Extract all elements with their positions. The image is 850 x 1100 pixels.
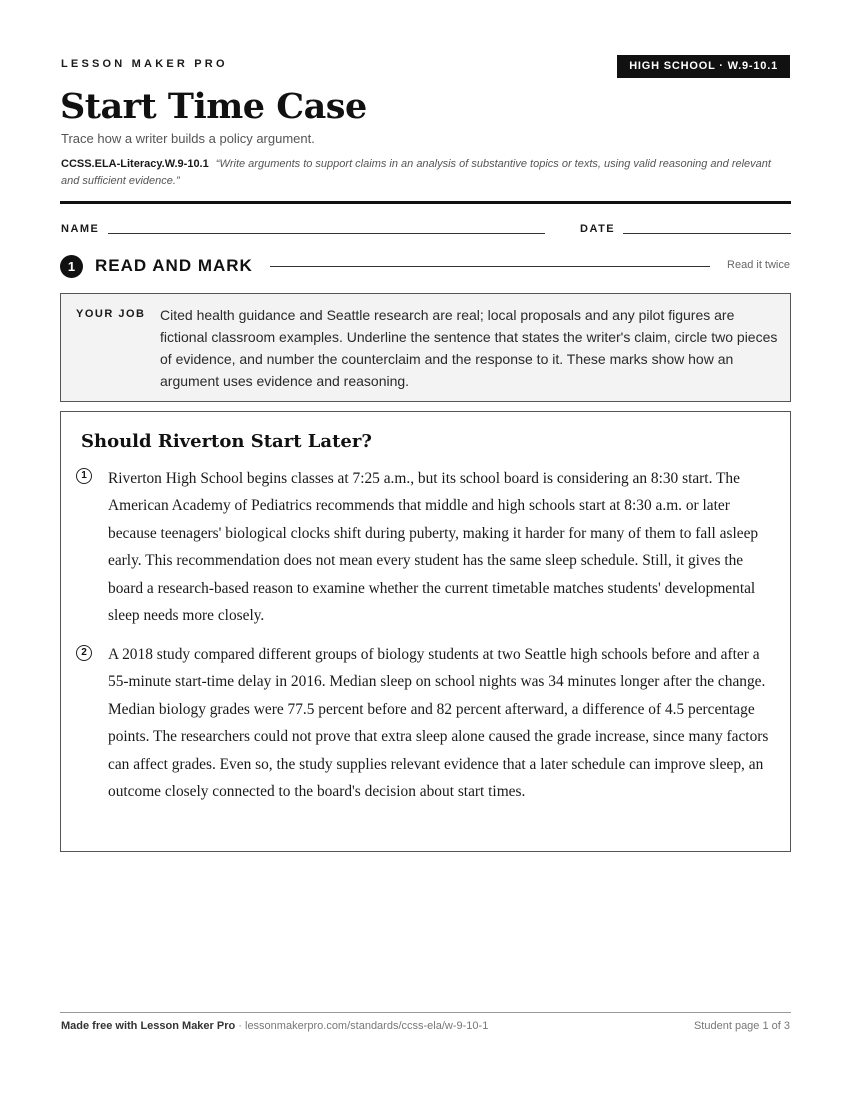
- name-line: [108, 233, 545, 234]
- footer-separator: ·: [235, 1020, 245, 1032]
- instructions-box: [60, 293, 791, 402]
- instructions-text: Cited health guidance and Seattle research are real; local proposals and any pilot figures are fictional classroom examples. Underline the sentence that states the writer's claim, circle two pieces of evidence, and number the counterclaim and the response to it. These marks show how an argument uses evidence and reasoning.: [160, 307, 778, 389]
- paragraph-2: A 2018 study compared different groups of biology students at two Seattle high schools before and after a 55-minute start-time delay in 2016. Median sleep on school nights was 34 minutes longer after the change. Median biology grades were 77.5 percent before and 82 percent afterward, a difference of 4.5 percentage points. The researchers could not prove that extra sleep alone caused the grade increase, since many factors can affect grades. Even so, the study supplies relevant evidence that a later schedule can improve sleep, an outcome closely connected to the board's decision about start times.: [108, 646, 769, 801]
- standard-quote: “Write arguments to support claims in an analysis of substantive topics or texts, using valid reasoning and relevant and sufficient evidence.”: [61, 158, 771, 187]
- date-line: [623, 233, 791, 234]
- header-divider: [60, 201, 791, 204]
- footer-credit: [61, 1020, 488, 1032]
- paragraph-number-1: 1: [76, 468, 92, 484]
- passage-title: Should Riverton Start Later?: [81, 431, 372, 452]
- section-title: READ AND MARK: [95, 256, 253, 275]
- grade-badge: HIGH SCHOOL · W.9-10.1: [617, 55, 790, 78]
- page-title: Start Time Case: [60, 86, 367, 127]
- standard-statement: [61, 156, 791, 190]
- instructions-label: YOUR JOB: [76, 308, 146, 320]
- footer-url[interactable]: lessonmakerpro.com/standards/ccss-ela/w-9-10-1: [245, 1020, 489, 1032]
- section-number-badge: 1: [60, 255, 83, 278]
- page-subtitle: Trace how a writer builds a policy argument.: [61, 131, 315, 146]
- section-note: Read it twice: [727, 259, 790, 271]
- footer-page-number: Student page 1 of 3: [693, 1020, 790, 1032]
- name-label: NAME: [61, 223, 100, 235]
- brand-name: LESSON MAKER PRO: [61, 58, 228, 70]
- section-divider: [270, 266, 710, 267]
- paragraph-number-2: 2: [76, 645, 92, 661]
- date-label: DATE: [580, 223, 616, 235]
- footer-divider: [60, 1012, 791, 1013]
- paragraph-1: Riverton High School begins classes at 7:25 a.m., but its school board is considering an 8:30 start. The American Academy of Pediatrics recommends that middle and high schools start at 8:30 a.m. or later because teenagers' biological clocks shift during puberty, making it harder for many of them to fall asleep early. This recommendation does not mean every student has the same sleep schedule. Still, it gives the board a research-based reason to examine whether the current timetable matches students' developmental sleep needs more closely.: [108, 470, 759, 625]
- reading-passage: [60, 411, 791, 852]
- standard-code: CCSS.ELA-Literacy.W.9-10.1: [61, 158, 209, 170]
- footer-made-with: Made free with Lesson Maker Pro: [61, 1020, 236, 1032]
